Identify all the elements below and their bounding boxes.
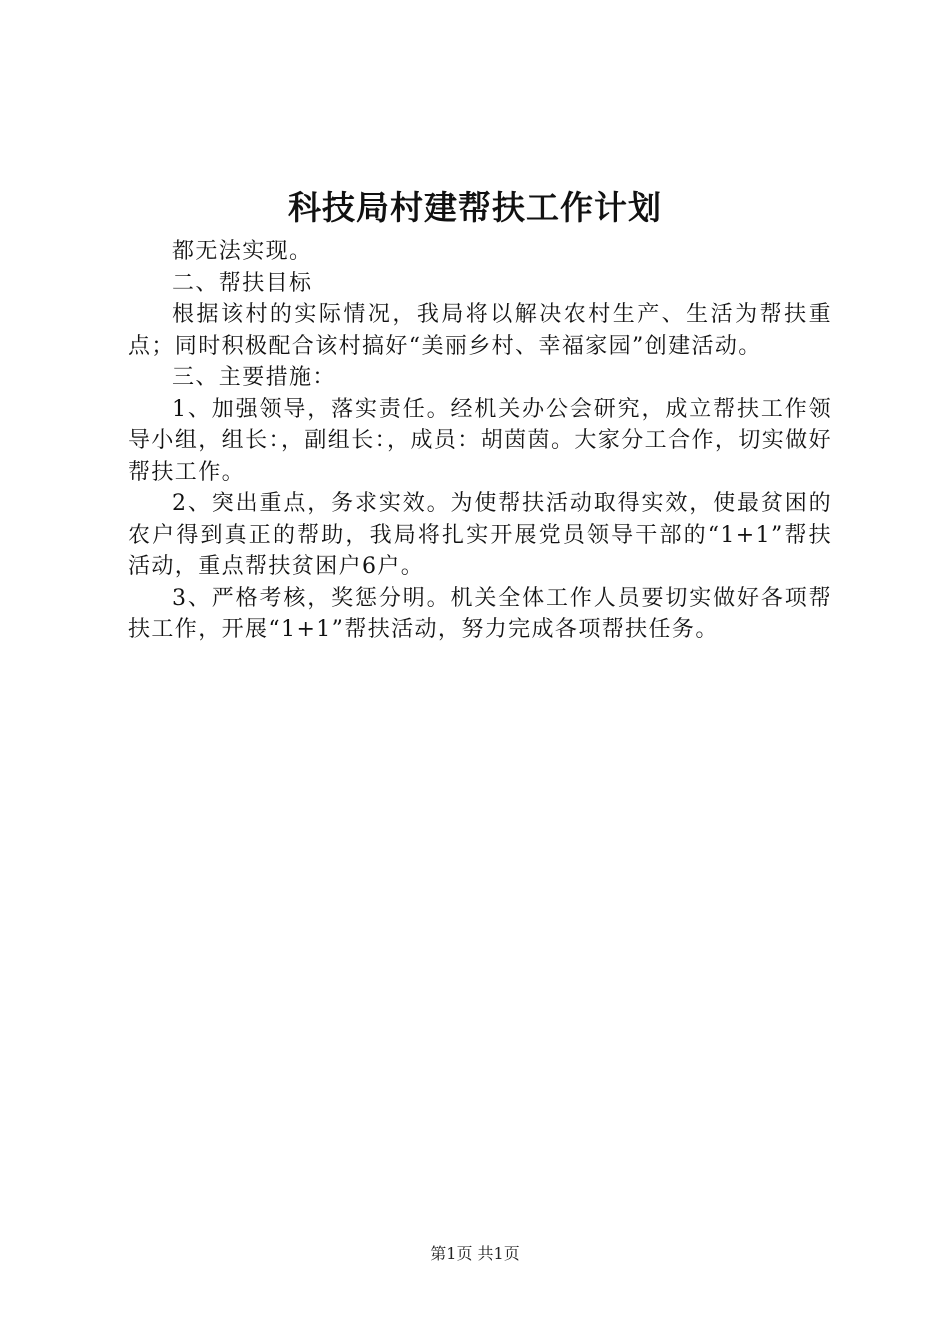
document-title: 科技局村建帮扶工作计划 [288,188,662,227]
paragraph-measure-3: 3、严格考核，奖惩分明。机关全体工作人员要切实做好各项帮扶工作，开展“1+1”帮扶活动，努力完成各项帮扶任务。 [128,585,832,642]
paragraph-continuation: 都无法实现。 [172,239,313,264]
section-heading-goals: 二、帮扶目标 [172,270,313,296]
section-heading-measures: 三、主要措施： [172,365,336,390]
paragraph-measure-1: 1、加强领导，落实责任。经机关办公会研究，成立帮扶工作领导小组，组长：，副组长：，成员：胡茵茵。大家分工合作，切实做好帮扶工作。 [128,396,832,485]
document-body [128,236,832,646]
paragraph-measure-2: 2、突出重点，务求实效。为使帮扶活动取得实效，使最贫困的农户得到真正的帮助，我局将扎实开展党员领导干部的“1+1”帮扶活动，重点帮扶贫困户6户。 [128,491,832,579]
page-footer: 第1页 共1页 [430,1244,520,1263]
paragraph-goals: 根据该村的实际情况，我局将以解决农村生产、生活为帮扶重点；同时积极配合该村搞好“美丽乡村、幸福家园”创建活动。 [128,302,832,359]
